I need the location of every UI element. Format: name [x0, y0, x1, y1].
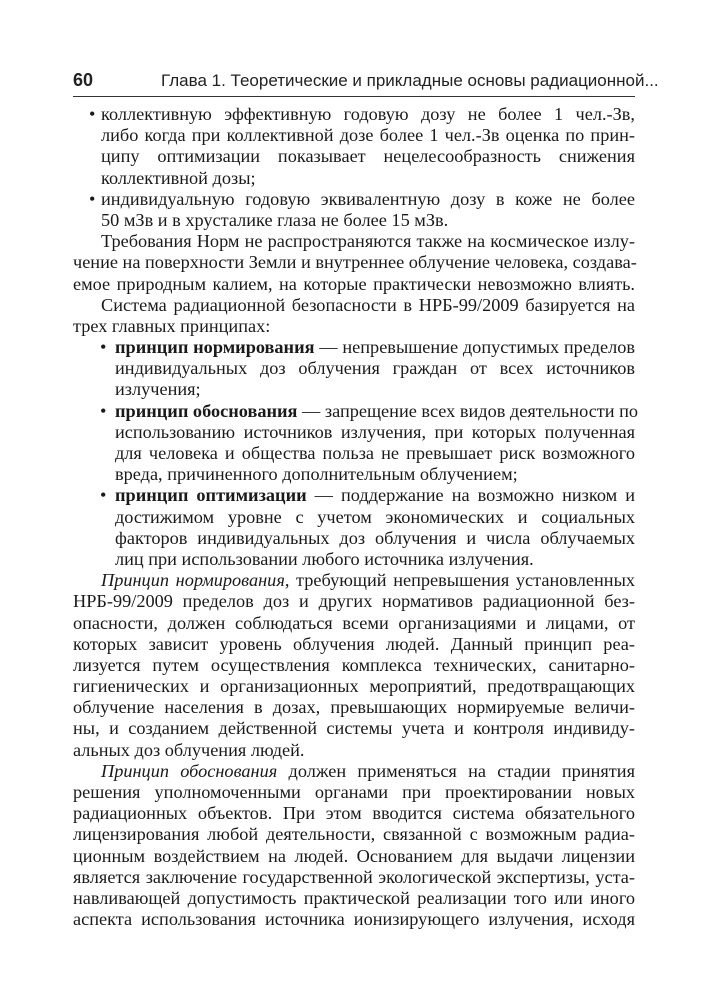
text-line: является заключение государственной экологической экспертизы, уста- — [73, 866, 635, 887]
text-line: аспекта использования источника ионизирующего излучения, исходя — [73, 909, 635, 930]
principle-term: принцип обоснования — [115, 400, 298, 421]
paragraph — [73, 295, 635, 337]
text-line: решения уполномоченными органами при проектировании новых — [73, 782, 635, 802]
text-line: • принцип оптимизации — поддержание на возможно низком и — [100, 485, 635, 506]
text-line: ципу оптимизации показывает нецелесообразность снижения — [101, 146, 635, 167]
text-line: емое природным калием, на которые практически невозможно влиять. — [73, 273, 635, 294]
text-line: трех главных принципах: — [73, 315, 271, 336]
principle-item — [73, 485, 635, 570]
text-line: Требования Норм не распространяются также на космическое излу- — [101, 231, 635, 252]
text-line: факторов индивидуальных доз облучения и числа облучаемых — [115, 527, 635, 548]
text-line: • коллективную эффективную годовую дозу не более 1 чел.-Зв, — [89, 104, 635, 124]
text-line: альных доз облучения людей. — [73, 739, 305, 760]
principle-item — [73, 337, 635, 401]
paragraph — [73, 570, 635, 761]
principle-term: принцип нормирования — [115, 337, 315, 358]
text-line: излучения; — [115, 379, 201, 400]
chapter-title: Глава 1. Теоретические и прикладные основы радиационной... — [161, 71, 659, 90]
text-line: облучение населения в дозах, превышающих нормируемые величи- — [73, 697, 635, 718]
text-line: вреда, причиненного дополнительным облучением; — [115, 464, 518, 485]
header-rule — [73, 96, 635, 97]
bullet-icon: • — [100, 485, 107, 506]
text-line: использованию источников излучения, при которых полученная — [115, 421, 635, 442]
text-line: лизуется путем осуществления комплекса технических, санитарно- — [73, 654, 635, 675]
text-line: для человека и общества польза не превышает риск возможного — [115, 443, 635, 463]
text-line: гигиенических и организационных мероприятий, предотвращающих — [73, 676, 635, 697]
text-line: индивидуальных доз облучения граждан от всех источников — [115, 358, 635, 379]
text-line: • индивидуальную годовую эквивалентную дозу в коже не более — [89, 188, 635, 209]
text-line: радиационных объектов. При этом вводится система обязательного — [73, 803, 635, 824]
principle-term: принцип оптимизации — [115, 485, 307, 506]
text-line: лицензирования любой деятельности, связанной с возможным радиа- — [73, 824, 635, 845]
text-line: лиц при использовании любого источника излучения. — [115, 548, 534, 569]
text-line: либо когда при коллективной дозе более 1 чел.-Зв оценка по прин- — [101, 125, 635, 146]
text-line: чение на поверхности Земли и внутреннее облучение человека, создава- — [73, 252, 637, 273]
text-line: • принцип обоснования — запрещение всех видов деятельности по — [100, 400, 639, 421]
text-line: ны, и созданием действенной системы учета и контроля индивиду- — [73, 718, 635, 739]
bullet-icon: • — [89, 104, 96, 124]
text-line: 50 мЗв и в хрусталике глаза не более 15 мЗв. — [101, 209, 449, 230]
text-line: ционным воздействием на людей. Основанием для выдачи лицензии — [73, 845, 635, 866]
paragraph — [73, 761, 635, 931]
bullet-icon: • — [100, 400, 107, 421]
text-line: Система радиационной безопасности в НРБ-99/2009 базируется на — [101, 294, 635, 315]
principle-item — [73, 400, 639, 486]
text-line: которых зависит уровень облучения людей. Данный принцип реа- — [73, 633, 635, 654]
paragraph — [73, 231, 635, 295]
text-line: навливающей допустимость практической реализации того или иного — [73, 887, 635, 908]
text-line: опасности, должен соблюдаться всеми организациями и лицами, от — [73, 612, 635, 633]
bullet-item — [73, 104, 635, 189]
page-number: 60 — [73, 70, 94, 90]
bullet-icon: • — [100, 337, 107, 358]
text-line: Принцип нормирования, требующий непревышения установленных — [101, 570, 636, 591]
running-header — [73, 70, 659, 96]
text-line: коллективной дозы; — [101, 167, 256, 188]
text-line: НРБ-99/2009 пределов доз и других нормативов радиационной без- — [73, 591, 635, 612]
italic-lead: Принцип обоснования — [101, 760, 278, 781]
bullet-item — [73, 189, 635, 231]
body-text — [73, 104, 639, 930]
text-line: достижимом уровне с учетом экономических и социальных — [115, 506, 635, 527]
text-line: Принцип обоснования должен применяться на стадии принятия — [101, 760, 635, 781]
text-line: • принцип нормирования — непревышение допустимых пределов — [100, 337, 636, 358]
bullet-icon: • — [89, 188, 96, 209]
italic-lead: Принцип нормирования — [101, 570, 285, 591]
